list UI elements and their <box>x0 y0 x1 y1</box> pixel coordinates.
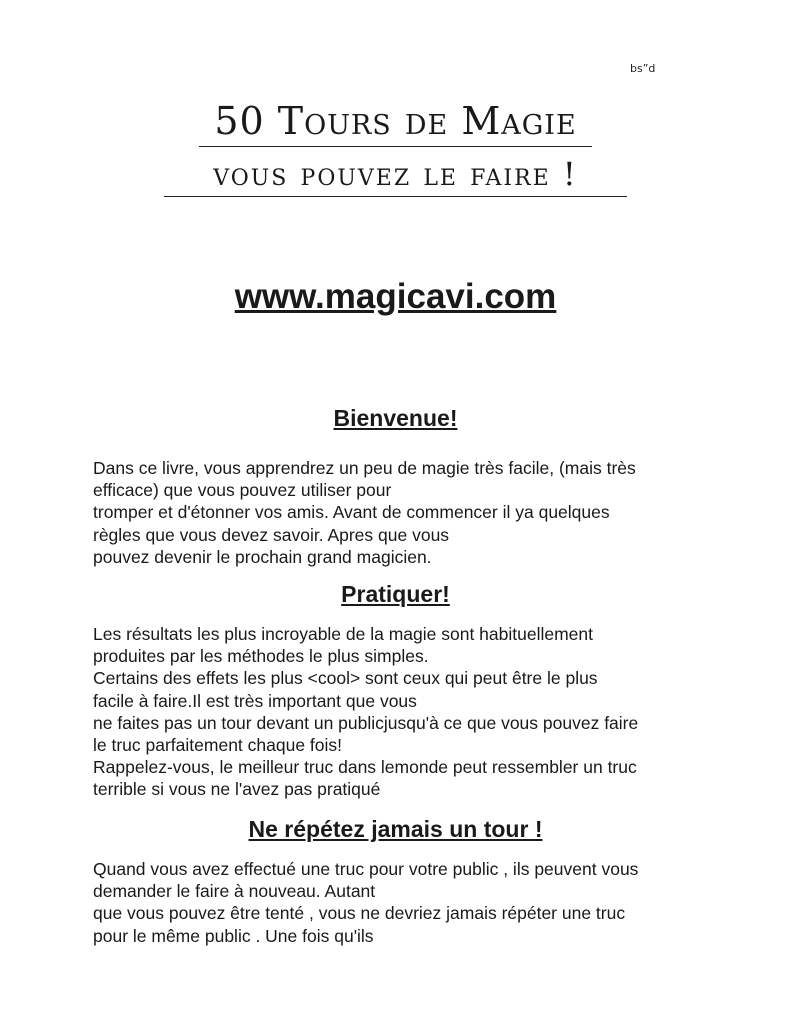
text-line: Dans ce livre, vous apprendrez un peu de magie très facile, (mais très <box>93 458 636 478</box>
text-line: efficace) que vous pouvez utiliser pour <box>93 480 392 501</box>
heading-ne-repetez-jamais: Ne répétez jamais un tour ! <box>248 816 543 842</box>
text-line: facile à faire.Il est très important que vous <box>93 690 417 711</box>
text-line: Quand vous avez effectué une truc pour votre public , ils peuvent vous <box>93 859 639 879</box>
text-line: tromper et d'étonner vos amis. Avant de commencer il ya quelques <box>93 502 610 523</box>
text-line: Les résultats les plus incroyable de la magie sont habituellement <box>93 624 594 644</box>
text-line: règles que vous devez savoir. Apres que vous <box>93 524 450 545</box>
title-rule-2 <box>164 196 627 197</box>
text-line: Rappelez-vous, le meilleur truc dans lemonde peut ressembler un truc <box>93 757 637 778</box>
text-line: terrible si vous ne l'avez pas pratiqué <box>93 779 381 800</box>
text-line: produites par les méthodes le plus simples. <box>93 646 429 667</box>
text-line: que vous pouvez être tenté , vous ne devriez jamais répéter une truc <box>93 903 626 924</box>
title-line-2: vous pouvez le faire ! <box>213 155 578 193</box>
title-rule-1 <box>199 146 592 147</box>
corner-mark: bs”d <box>630 62 656 75</box>
heading-bienvenue: Bienvenue! <box>333 405 458 431</box>
text-line: pour le même public . Une fois qu'ils <box>93 925 374 946</box>
paragraph-pratiquer <box>93 623 713 801</box>
paragraph-ne-repetez-jamais <box>93 858 713 947</box>
text-line: Certains des effets les plus <cool> sont ceux qui peut être le plus <box>93 668 598 689</box>
text-line: pouvez devenir le prochain grand magicien. <box>93 546 432 567</box>
text-line: le truc parfaitement chaque fois! <box>93 735 343 756</box>
text-line: demander le faire à nouveau. Autant <box>93 881 376 902</box>
paragraph-bienvenue <box>93 457 713 568</box>
text-line: ne faites pas un tour devant un publicjusqu'à ce que vous pouvez faire <box>93 712 639 733</box>
title-line-1: 50 Tours de Magie <box>214 99 577 143</box>
website-link[interactable]: www.magicavi.com <box>234 277 557 316</box>
heading-pratiquer: Pratiquer! <box>341 581 450 607</box>
